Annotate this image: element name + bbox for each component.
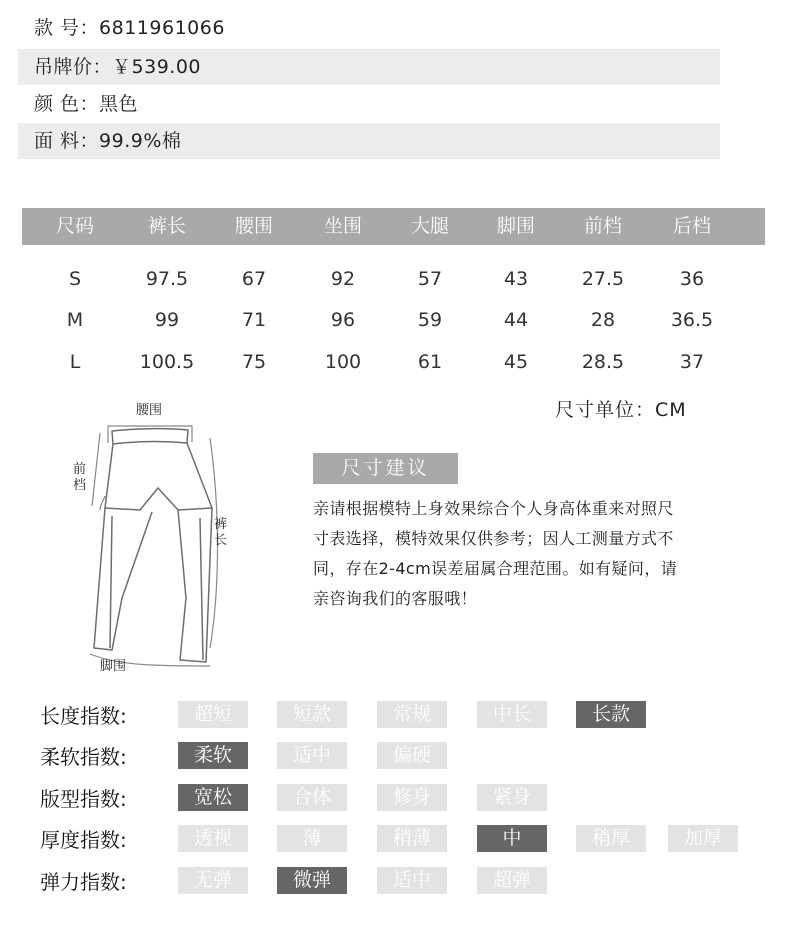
- index-option: 无弹: [178, 867, 248, 894]
- index-label: 弹力指数:: [40, 870, 127, 894]
- size-table-header: [22, 208, 765, 245]
- pants-diagram: [60, 398, 240, 680]
- index-option-selected: 长款: [576, 701, 646, 728]
- size-value-cell: 61: [417, 351, 443, 373]
- length-label-2: 长: [214, 533, 228, 548]
- unit-note: 尺寸单位：CM: [555, 399, 687, 421]
- index-option: 适中: [277, 742, 347, 769]
- size-value-cell: 44: [503, 309, 529, 331]
- size-value-cell: 92: [330, 268, 356, 290]
- size-header-cell: 尺码: [55, 215, 95, 237]
- size-value-cell: 28: [590, 309, 616, 331]
- index-option: 短款: [277, 701, 347, 728]
- index-option-selected: 柔软: [178, 742, 248, 769]
- index-option: 稍薄: [377, 825, 447, 852]
- index-option: 超短: [178, 701, 248, 728]
- size-advice-title: 尺寸建议: [313, 453, 458, 484]
- size-value-cell: 36.5: [670, 309, 714, 331]
- index-option: 合体: [277, 784, 347, 811]
- size-value-cell: 27.5: [581, 268, 625, 290]
- index-label: 长度指数:: [40, 704, 127, 728]
- size-header-cell: 后档: [672, 215, 712, 237]
- size-value-cell: 71: [241, 309, 267, 331]
- color-row: [18, 86, 720, 122]
- index-option: 超弹: [477, 867, 547, 894]
- waist-label: 腰围: [136, 403, 163, 418]
- advice-line: 亲咨询我们的客服哦！: [313, 589, 478, 608]
- front-rise-label-2: 档: [73, 478, 87, 493]
- advice-line: 亲请根据模特上身效果综合个人身高体重来对照尺: [313, 499, 674, 518]
- advice-line: 同，存在2-4cm误差届属合理范围。如有疑问，请: [313, 559, 678, 578]
- size-value-cell: 67: [241, 268, 267, 290]
- style-number-label: 款 号：: [34, 17, 100, 39]
- pants-outline-illustration: [60, 398, 240, 680]
- index-option: 透视: [178, 825, 248, 852]
- index-label: 厚度指数:: [40, 828, 127, 852]
- price-value: ￥539.00: [112, 56, 201, 78]
- size-value-cell: 43: [503, 268, 529, 290]
- fabric-value: 99.9%棉: [99, 130, 182, 152]
- size-value-cell: 45: [503, 351, 529, 373]
- index-label: 柔软指数:: [40, 745, 127, 769]
- size-value-cell: 99: [154, 309, 180, 331]
- size-header-cell: 前档: [583, 215, 623, 237]
- size-value-cell: 57: [417, 268, 443, 290]
- size-value-cell: 96: [330, 309, 356, 331]
- color-label: 颜 色：: [34, 93, 100, 115]
- size-label-cell: S: [68, 268, 82, 290]
- hem-label: 脚围: [100, 659, 127, 674]
- index-label: 版型指数:: [40, 787, 127, 811]
- style-number-row: [18, 10, 720, 46]
- index-option: 加厚: [668, 825, 738, 852]
- index-option-selected: 宽松: [178, 784, 248, 811]
- length-label-1: 裤: [214, 517, 228, 532]
- size-value-cell: 28.5: [581, 351, 625, 373]
- index-option-selected: 中: [477, 825, 547, 852]
- size-label-cell: M: [66, 309, 84, 331]
- index-option: 稍厚: [576, 825, 646, 852]
- index-option-selected: 微弹: [277, 867, 347, 894]
- front-rise-label-1: 前: [73, 462, 87, 477]
- size-header-cell: 裤长: [147, 215, 187, 237]
- price-row: [18, 49, 720, 85]
- size-header-cell: 腰围: [234, 215, 274, 237]
- size-value-cell: 97.5: [145, 268, 189, 290]
- index-option: 修身: [377, 784, 447, 811]
- size-header-cell: 脚围: [496, 215, 536, 237]
- fabric-label: 面 料：: [34, 130, 100, 152]
- advice-line: 寸表选择，模特效果仅供参考；因人工测量方式不: [313, 529, 674, 548]
- size-label-cell: L: [69, 351, 81, 373]
- size-value-cell: 100: [324, 351, 362, 373]
- size-header-cell: 大腿: [410, 215, 450, 237]
- color-value: 黑色: [99, 93, 139, 115]
- size-value-cell: 75: [241, 351, 267, 373]
- size-header-cell: 坐围: [323, 215, 363, 237]
- size-advice-text: [313, 494, 728, 614]
- size-value-cell: 36: [679, 268, 705, 290]
- size-value-cell: 59: [417, 309, 443, 331]
- fabric-row: [18, 123, 720, 159]
- index-option: 薄: [277, 825, 347, 852]
- size-value-cell: 100.5: [139, 351, 195, 373]
- index-option: 适中: [377, 867, 447, 894]
- index-option: 常规: [377, 701, 447, 728]
- index-option: 紧身: [477, 784, 547, 811]
- index-option: 偏硬: [377, 742, 447, 769]
- index-option: 中长: [477, 701, 547, 728]
- price-label: 吊牌价：: [34, 56, 113, 78]
- size-value-cell: 37: [679, 351, 705, 373]
- style-number-value: 6811961066: [99, 17, 225, 39]
